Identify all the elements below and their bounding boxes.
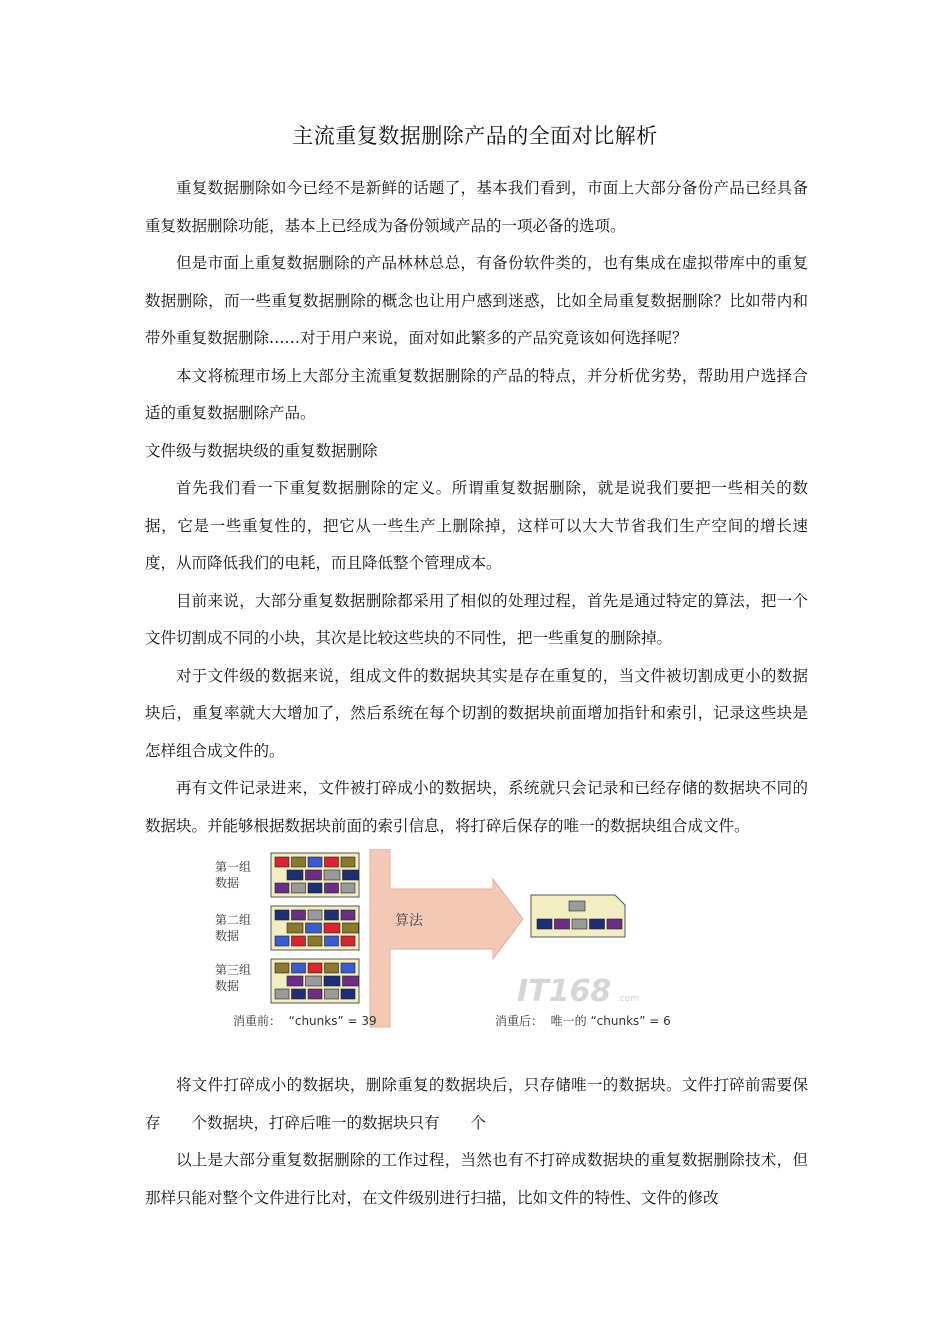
paragraph-intro-1: 重复数据删除如今已经不是新鲜的话题了，基本我们看到，市面上大部分备份产品已经具备重复数据删除功能，基本上已经成为备份领域产品的一项必备的选项。 [145,179,808,235]
group-3-chunks [275,963,359,999]
data-chunk [341,989,355,999]
group-3-label-line-1: 第三组 [215,963,252,977]
group-1-label-line-2: 数据 [215,876,240,890]
paragraph-after-figure-2: 以上是大部分重复数据删除的工作过程，当然也有不打碎成数据块的重复数据删除技术，但那样只能对整个文件进行比对，在文件级别进行扫描，比如文件的特性、文件的修改 [145,1151,808,1207]
group-3-label-line-2: 数据 [215,979,240,993]
data-chunk [324,976,340,986]
before-dedup-caption: 消重前： “chunks” = 39 [233,1014,377,1028]
watermark-domain: .com [617,994,640,1004]
data-chunk [308,857,322,867]
data-chunk [341,883,355,893]
dedup-diagram-svg [145,849,808,1039]
data-chunk [308,936,322,946]
dedup-diagram [145,849,808,1039]
data-chunk [343,923,359,933]
document-body [145,170,808,1217]
data-chunk [308,883,322,893]
data-chunk [590,919,605,929]
document-title: 主流重复数据删除产品的全面对比解析 [292,124,658,148]
data-chunk [341,910,355,920]
data-chunk [325,883,339,893]
data-chunk [292,989,306,999]
algorithm-label: 算法 [395,913,423,929]
data-chunk [308,963,322,973]
data-chunk [275,883,289,893]
data-chunk [325,857,339,867]
data-chunk [572,919,587,929]
data-chunk [292,936,306,946]
watermark-logo: IT168 [517,974,612,1009]
group-2-label-line-1: 第二组 [215,913,252,927]
group-2-label-line-2: 数据 [215,929,240,943]
data-chunk [325,936,339,946]
data-chunk [292,857,306,867]
data-chunk [325,910,339,920]
paragraph-recording: 再有文件记录进来，文件被打碎成小的数据块，系统就只会记录和已经存储的数据块不同的数据块。并能够根据数据块前面的索引信息，将打碎后保存的唯一的数据块组合成文件。 [145,779,808,835]
data-chunk [306,976,322,986]
data-chunk [569,901,585,911]
data-chunk [555,919,570,929]
data-chunk [275,857,289,867]
data-chunk [537,919,552,929]
data-chunk [292,883,306,893]
data-chunk [324,923,340,933]
data-chunk [306,870,322,880]
data-chunk [308,910,322,920]
data-chunk [343,976,359,986]
data-chunk [343,870,359,880]
data-chunk [275,936,289,946]
data-chunk [308,989,322,999]
data-chunk [325,963,339,973]
group-2-chunks [275,910,359,946]
data-chunk [341,857,355,867]
paragraph-definition: 首先我们看一下重复数据删除的定义。所谓重复数据删除，就是说我们要把一些相关的数据，它是一些重复性的，把它从一些生产上删除掉，这样可以大大节省我们生产空间的增长速度，从而降低我们的电耗，而且降低整个管理成本。 [145,479,808,572]
data-chunk [607,919,622,929]
group-1-label-line-1: 第一组 [215,860,252,874]
paragraph-process: 目前来说，大部分重复数据删除都采用了相似的处理过程，首先是通过特定的算法，把一个文件切割成不同的小块，其次是比较这些块的不同性，把一些重复的删除掉。 [145,591,808,647]
data-chunk [292,910,306,920]
group-1-chunks [275,857,359,893]
data-chunk [292,963,306,973]
data-chunk [287,976,303,986]
data-chunk [341,936,355,946]
section-heading: 文件级与数据块级的重复数据删除 [145,441,378,460]
data-chunk [306,923,322,933]
data-chunk [275,989,289,999]
algorithm-arrow [370,849,523,1027]
data-chunk [275,910,289,920]
data-chunk [287,870,303,880]
data-chunk [275,963,289,973]
paragraph-after-figure-1: 将文件打碎成小的数据块，删除重复的数据块后，只存储唯一的数据块。文件打碎前需要保存 个数据块，打碎后唯一的数据块只有 个 [145,1076,808,1132]
after-dedup-caption: 消重后： 唯一的 “chunks” = 6 [495,1014,671,1028]
data-chunk [341,963,355,973]
paragraph-intro-2: 但是市面上重复数据删除的产品林林总总，有备份软件类的，也有集成在虚拟带库中的重复数据删除，而一些重复数据删除的概念也让用户感到迷惑，比如全局重复数据删除？比如带内和带外重复数据删除……对于用户来说，面对如此繁多的产品究竟该如何选择呢？ [145,254,808,347]
data-chunk [325,989,339,999]
data-chunk [324,870,340,880]
paragraph-file-level: 对于文件级的数据来说，组成文件的数据块其实是存在重复的，当文件被切割成更小的数据块后，重复率就大大增加了，然后系统在每个切割的数据块前面增加指针和索引，记录这些块是怎样组合成文件的。 [145,666,808,760]
data-chunk [287,923,303,933]
paragraph-intro-3: 本文将梳理市场上大部分主流重复数据删除的产品的特点，并分析优劣势，帮助用户选择合适的重复数据删除产品。 [145,366,808,422]
